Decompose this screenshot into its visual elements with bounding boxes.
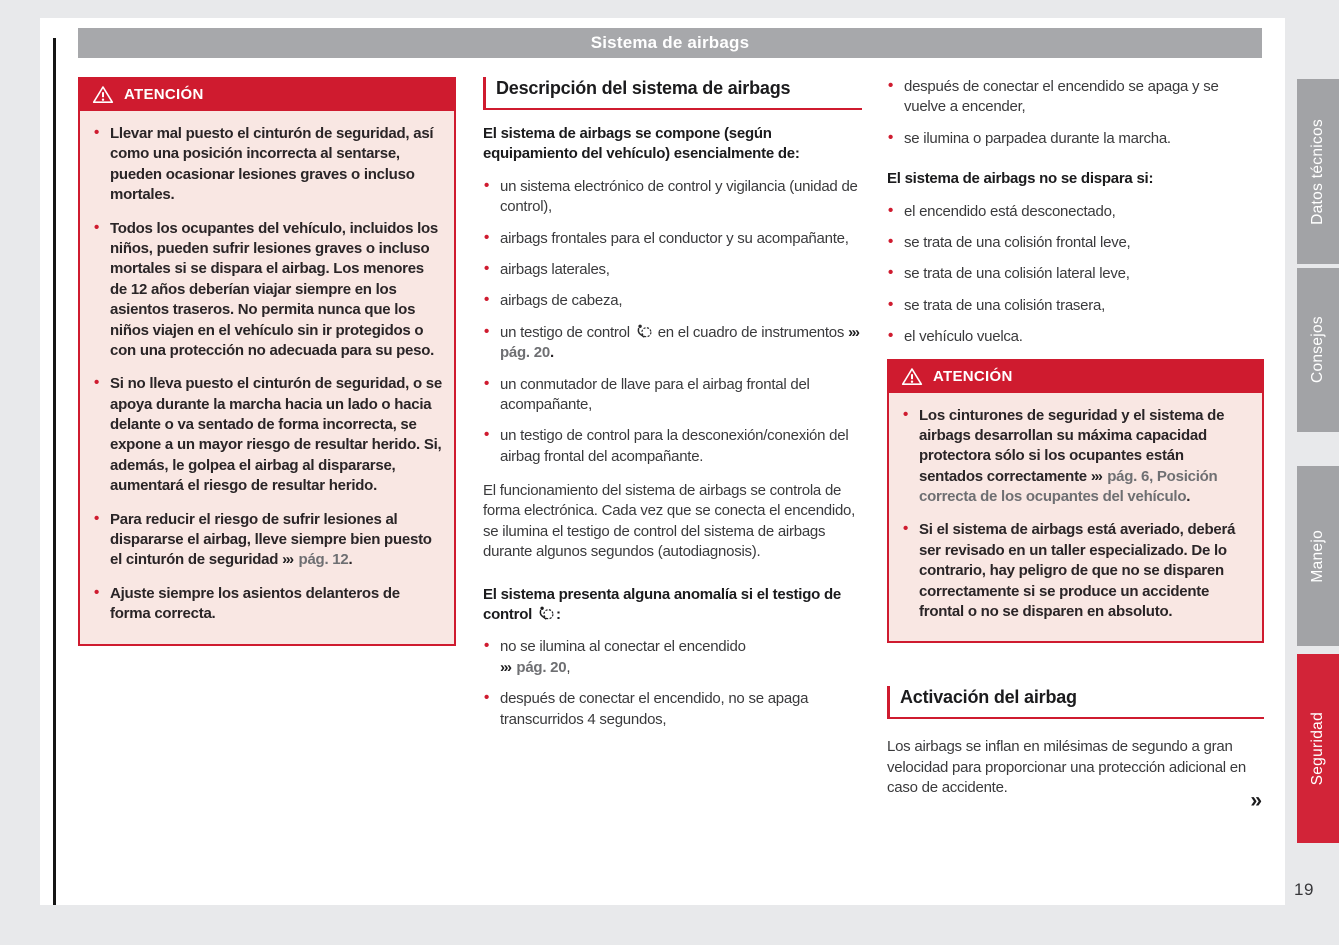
components-list bbox=[483, 177, 862, 467]
page-reference-link[interactable]: pág. 20 bbox=[516, 658, 567, 676]
warning-item-text: Ajuste siempre los asientos delanteros de forma correcta. bbox=[110, 584, 400, 623]
continued-marker: » bbox=[1250, 788, 1262, 812]
cross-reference-chevrons: ››› bbox=[500, 658, 511, 676]
sentence-period: . bbox=[348, 551, 353, 569]
body-paragraph: El funcionamiento del sistema de airbags se controla de forma electrónica. Cada vez que se conecta el encendido, se ilumina el testigo de control del sistema de airbags durante algunos segundos (autodiagnosis). bbox=[483, 482, 856, 561]
cross-reference-chevrons: ››› bbox=[1090, 467, 1102, 485]
list-item bbox=[483, 323, 862, 364]
warning-item-text: Llevar mal puesto el cinturón de seguridad, así como una posición incorrecta al sentarse, pueden ocasionar lesiones graves o incluso mortales. bbox=[110, 125, 434, 204]
column-left bbox=[78, 77, 456, 646]
side-tab-consejos[interactable] bbox=[1297, 268, 1339, 432]
warning-item bbox=[92, 584, 442, 625]
warning-title: ATENCIÓN bbox=[124, 86, 204, 103]
warning-box-right-header bbox=[889, 361, 1262, 393]
warning-item-text: Todos los ocupantes del vehículo, incluidos los niños, pueden sufrir lesiones graves o incluso mortales si se dispara el airbag. Los menores de 12 años deberían viajar siempre en los asientos traseros. No permita nunca que los niños viajen en el vehículo sin ir protegidos o con una protección no adecuada para su peso. bbox=[110, 219, 439, 359]
left-margin-rule bbox=[53, 38, 56, 905]
page-number: 19 bbox=[1294, 880, 1314, 899]
list-item bbox=[483, 375, 862, 416]
list-item bbox=[887, 77, 1264, 118]
warning-item bbox=[92, 124, 442, 206]
list-item bbox=[887, 264, 1264, 284]
section-heading-activacion: Activación del airbag bbox=[887, 686, 1264, 719]
list-item bbox=[887, 129, 1264, 149]
warning-list-right bbox=[889, 393, 1262, 642]
list-item bbox=[483, 637, 862, 678]
list-item bbox=[483, 177, 862, 218]
list-item bbox=[887, 296, 1264, 316]
warning-triangle-icon bbox=[92, 85, 114, 104]
chapter-header-bar bbox=[78, 28, 1262, 58]
list-item bbox=[887, 233, 1264, 253]
sentence-comma: , bbox=[566, 658, 571, 676]
warning-item bbox=[901, 520, 1250, 622]
list-item-text: en el cuadro de instrumentos bbox=[657, 323, 845, 341]
chapter-title: Sistema de airbags bbox=[590, 33, 750, 52]
list-item-text: no se ilumina al conectar el encendido bbox=[500, 638, 746, 656]
warning-item bbox=[92, 510, 442, 571]
page-reference-link[interactable]: pág. 20 bbox=[500, 344, 550, 362]
anomaly-list bbox=[483, 637, 862, 730]
cross-reference-chevrons: ››› bbox=[282, 551, 293, 569]
intro-lead: El sistema de airbags se compone (según equipamiento del vehículo) esencialmente de: bbox=[483, 125, 800, 163]
warning-item-text: Los cinturones de seguridad y el sistema de airbags desarrollan su máxima capacidad protectora sólo si los ocupantes están sentados correctamente bbox=[919, 406, 1225, 485]
list-item-text: un testigo de control bbox=[500, 323, 630, 341]
side-tab-label: Datos técnicos bbox=[1309, 118, 1326, 225]
list-item-text: airbags frontales para el conductor y su acompañante, bbox=[500, 229, 849, 247]
list-item bbox=[483, 291, 862, 311]
warning-box-left bbox=[78, 77, 456, 646]
activation-paragraph: Los airbags se inflan en milésimas de segundo a gran velocidad para proporcionar una protección adicional en caso de accidente. bbox=[887, 738, 1246, 797]
side-tab-datos-tecnicos[interactable] bbox=[1297, 79, 1339, 264]
sentence-period: . bbox=[1186, 488, 1191, 506]
cross-reference-chevrons: ››› bbox=[848, 323, 859, 341]
warning-item-text: Para reducir el riesgo de sufrir lesiones al dispararse el airbag, lleve siempre bien puesto el cinturón de seguridad bbox=[110, 510, 432, 569]
warning-box-left-header bbox=[80, 79, 454, 111]
airbag-warning-lamp-icon bbox=[538, 606, 554, 621]
warning-item bbox=[901, 406, 1250, 508]
warning-box-right bbox=[887, 359, 1264, 644]
list-item-text: airbags de cabeza, bbox=[500, 292, 623, 310]
warning-title: ATENCIÓN bbox=[933, 367, 1013, 385]
list-item bbox=[483, 426, 862, 467]
side-tab-seguridad[interactable] bbox=[1297, 654, 1339, 843]
list-item-text: se trata de una colisión lateral leve, bbox=[904, 265, 1130, 283]
list-item-text: se trata de una colisión trasera, bbox=[904, 296, 1106, 314]
page-reference-link[interactable]: pág. 12 bbox=[298, 551, 349, 569]
list-item-text: el vehículo vuelca. bbox=[904, 328, 1023, 346]
list-item bbox=[887, 327, 1264, 347]
column-right bbox=[887, 77, 1264, 813]
list-item-text: airbags laterales, bbox=[500, 260, 610, 278]
sentence-period: . bbox=[549, 344, 554, 362]
no-deploy-lead: El sistema de airbags no se dispara si: bbox=[887, 170, 1154, 188]
list-item-text: se ilumina o parpadea durante la marcha. bbox=[904, 129, 1171, 147]
list-item-text: un conmutador de llave para el airbag frontal del acompañante, bbox=[500, 375, 810, 413]
list-item bbox=[887, 202, 1264, 222]
list-item-text: un sistema electrónico de control y vigilancia (unidad de control), bbox=[500, 177, 858, 216]
list-item bbox=[483, 689, 862, 730]
section-heading-descripcion: Descripción del sistema de airbags bbox=[483, 77, 862, 110]
page-reference-link[interactable]: pág. 6, Posición correcta de los ocupantes del vehículo bbox=[919, 467, 1218, 506]
no-deploy-list bbox=[887, 202, 1264, 348]
anomaly-lead-colon: : bbox=[556, 606, 561, 624]
anomaly-lead bbox=[483, 585, 862, 626]
list-item-text: el encendido está desconectado, bbox=[904, 202, 1116, 220]
warning-item-text: Si el sistema de airbags está averiado, deberá ser revisado en un taller especializado. De lo contrario, hay peligro de que no se disparen correctamente si se produce un accidente frontal o no se disparen en absoluto. bbox=[919, 521, 1236, 621]
anomaly-lead-text: El sistema presenta alguna anomalía si el testigo de control bbox=[483, 585, 841, 624]
anomaly-list-continued bbox=[887, 77, 1264, 149]
side-tab-label: Seguridad bbox=[1309, 711, 1326, 786]
list-item-text: después de conectar el encendido, no se apaga transcurridos 4 segundos, bbox=[500, 690, 809, 728]
warning-item-text: Si no lleva puesto el cinturón de seguridad, o se apoya durante la marcha hacia un lado o hacia delante o va sentado de forma incorrecta, se expone a un mayor riesgo de resultar herido. Si, además, le golpea el airbag al dispararse, aumentará el riesgo de resultar herido. bbox=[110, 375, 442, 495]
side-tab-label: Manejo bbox=[1309, 529, 1326, 583]
warning-item bbox=[92, 374, 442, 496]
list-item-text: un testigo de control para la desconexión/conexión del airbag frontal del acompañante. bbox=[500, 427, 849, 465]
list-item-text: se trata de una colisión frontal leve, bbox=[904, 233, 1131, 251]
list-item bbox=[483, 260, 862, 280]
list-item bbox=[483, 229, 862, 249]
column-middle bbox=[483, 77, 862, 741]
side-tab-label: Consejos bbox=[1309, 316, 1326, 384]
warning-triangle-icon bbox=[901, 367, 923, 386]
airbag-warning-lamp-icon bbox=[636, 324, 652, 339]
warning-item bbox=[92, 219, 442, 362]
side-tab-manejo[interactable] bbox=[1297, 466, 1339, 646]
list-item-text: después de conectar el encendido se apaga y se vuelve a encender, bbox=[904, 78, 1219, 116]
warning-list-left bbox=[80, 111, 454, 644]
